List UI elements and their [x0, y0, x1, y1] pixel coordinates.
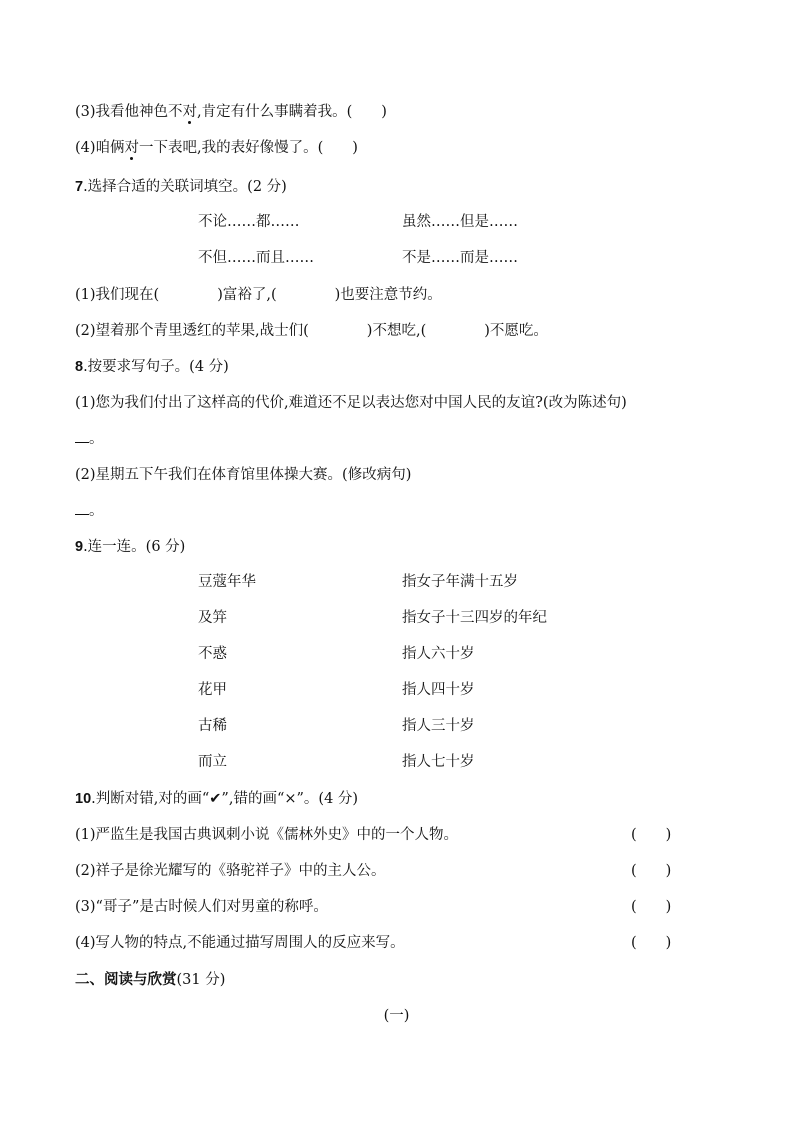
q8-answer-line-2[interactable]	[75, 501, 104, 521]
q9-definition-3[interactable]: 指人六十岁	[402, 646, 475, 662]
q7-option-2: 虽然……但是……	[402, 214, 518, 230]
q9-definition-6[interactable]: 指人七十岁	[402, 754, 475, 770]
q9-definition-5[interactable]: 指人三十岁	[402, 718, 475, 734]
q6-item-3-pre: (3)我看他神色不	[75, 104, 183, 120]
q8-answer-line-1[interactable]	[75, 429, 104, 449]
q9-definition-4[interactable]: 指人四十岁	[402, 682, 475, 698]
q9-definition-2[interactable]: 指女子十三四岁的年纪	[402, 610, 547, 626]
q6-item-4-post: 一下表吧,我的表好像慢了。( )	[139, 140, 358, 156]
q7-option-3: 不但……而且……	[198, 250, 314, 266]
q6-item-3	[75, 102, 387, 122]
q10-item-3: (3)“哥子”是古时候人们对男童的称呼。	[75, 899, 328, 915]
q9-term-4[interactable]: 花甲	[198, 682, 227, 698]
q10-heading	[75, 789, 358, 809]
q8-number: 8	[75, 359, 84, 375]
q10-item-1: (1)严监生是我国古典讽刺小说《儒林外史》中的一个人物。	[75, 827, 459, 843]
q10-answer-3[interactable]: ( )	[631, 899, 672, 915]
q6-item-4	[75, 138, 358, 158]
q10-answer-4[interactable]: ( )	[631, 935, 672, 951]
q6-item-3-post: ,肯定有什么事瞒着我。( )	[197, 104, 387, 120]
q10-item-2: (2)祥子是徐光耀写的《骆驼祥子》中的主人公。	[75, 863, 386, 879]
q6-item-4-dotted-char: 对	[124, 140, 140, 156]
answer-underline	[75, 501, 89, 515]
q10-number: 10	[75, 791, 92, 807]
q7-heading	[75, 177, 287, 197]
q8-heading	[75, 357, 229, 377]
q9-number: 9	[75, 539, 84, 555]
section-2-heading	[75, 970, 225, 990]
q7-item-1: (1)我们现在( )富裕了,( )也要注意节约。	[75, 287, 442, 303]
q9-heading	[75, 537, 185, 557]
q8-text: .按要求写句子。(4 分)	[83, 359, 229, 375]
section-2-title: 二、阅读与欣赏	[75, 972, 177, 988]
q9-term-1[interactable]: 豆蔻年华	[198, 574, 256, 590]
q9-definition-1[interactable]: 指女子年满十五岁	[402, 574, 518, 590]
q6-item-4-pre: (4)咱俩	[75, 140, 125, 156]
q7-option-4: 不是……而是……	[402, 250, 518, 266]
q7-text: .选择合适的关联词填空。(2 分)	[83, 179, 287, 195]
q9-term-5[interactable]: 古稀	[198, 718, 227, 734]
q9-term-3[interactable]: 不惑	[198, 646, 227, 662]
q9-term-6[interactable]: 而立	[198, 754, 227, 770]
q7-option-1: 不论……都……	[198, 214, 300, 230]
q10-text: .判断对错,对的画“✔”,错的画“×”。(4 分)	[91, 791, 359, 807]
q7-item-2: (2)望着那个青里透红的苹果,战士们( )不想吃,( )不愿吃。	[75, 323, 548, 339]
q9-term-2[interactable]: 及笄	[198, 610, 227, 626]
q10-answer-1[interactable]: ( )	[631, 827, 672, 843]
q7-number: 7	[75, 179, 84, 195]
section-2-score: (31 分)	[176, 972, 226, 988]
section-2-subheading: (一)	[383, 1008, 410, 1024]
q8-item-2: (2)星期五下午我们在体育馆里体操大赛。(修改病句)	[75, 467, 412, 483]
q10-item-4: (4)写人物的特点,不能通过描写周围人的反应来写。	[75, 935, 405, 951]
q8-item-1: (1)您为我们付出了这样高的代价,难道还不足以表达您对中国人民的友谊?(改为陈述句)	[75, 395, 627, 411]
answer-end-mark: 。	[89, 503, 104, 519]
q10-answer-2[interactable]: ( )	[631, 863, 672, 879]
q6-item-3-dotted-char: 对	[182, 104, 198, 120]
q9-text: .连一连。(6 分)	[83, 539, 186, 555]
answer-underline	[75, 429, 89, 443]
answer-end-mark: 。	[89, 431, 104, 447]
